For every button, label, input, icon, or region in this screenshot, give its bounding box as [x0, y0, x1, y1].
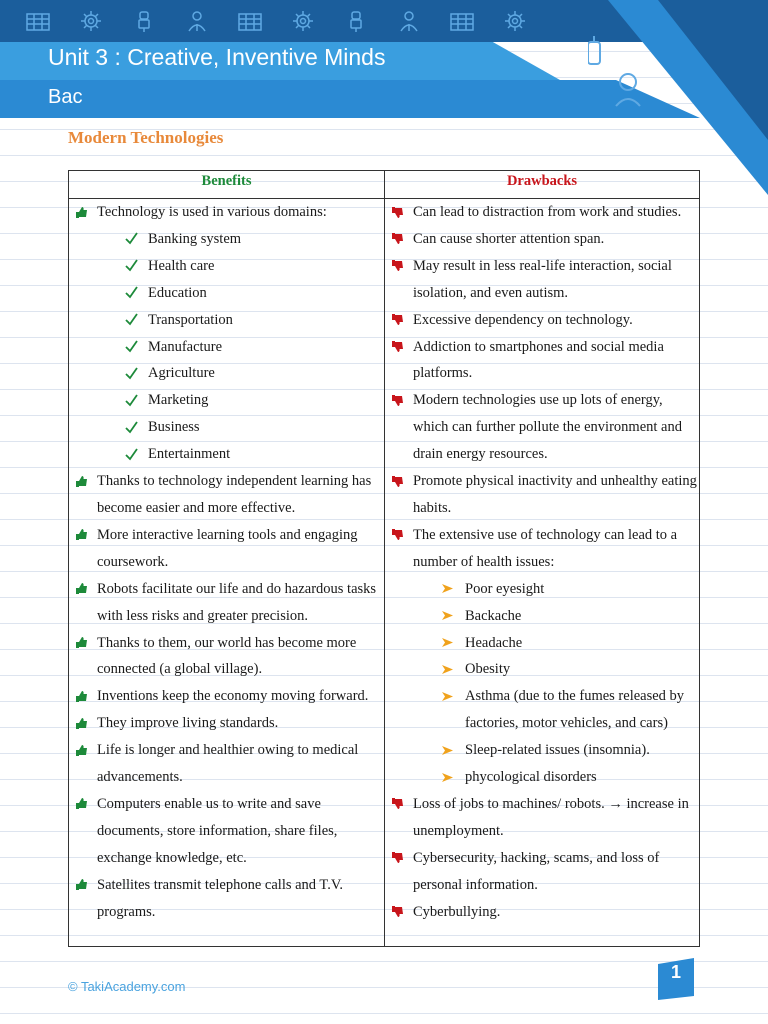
thumbs-down-icon	[391, 307, 409, 333]
benefit-item-subitem-text: Banking system	[148, 230, 242, 247]
arrow-icon	[441, 576, 459, 602]
benefit-item	[75, 872, 379, 926]
robot-icon	[341, 9, 371, 33]
thumbs-down-icon	[391, 522, 409, 548]
drawback-item-subitem-text: phycological disorders	[465, 769, 597, 786]
drawback-item-subitem	[391, 630, 697, 657]
drawback-item-subitem	[391, 737, 697, 764]
benefit-item-subitem	[75, 226, 379, 253]
drawback-item-text: Can lead to distraction from work and studies.	[413, 204, 682, 220]
benefit-item-text: Life is longer and healthier owing to medical advancements.	[97, 742, 359, 786]
thumbs-down-icon	[391, 334, 409, 360]
drawbacks-header: Drawbacks	[385, 171, 699, 199]
drawback-item	[391, 899, 697, 926]
drawback-item-subitem-text: Asthma (due to the fumes released by factories, motor vehicles, and cars)	[465, 688, 685, 732]
drawbacks-column	[391, 199, 697, 925]
benefit-item	[75, 576, 379, 630]
thumbs-up-icon	[75, 737, 93, 763]
benefit-item	[75, 522, 379, 576]
section-title: Modern Technologies	[68, 128, 224, 147]
building-icon	[235, 9, 265, 33]
benefit-item	[75, 683, 379, 710]
benefit-item-subitem-text: Health care	[148, 257, 215, 274]
drawback-item-text: May result in less real-life interaction, social isolation, and even autism.	[413, 257, 672, 301]
arrow-icon	[441, 737, 459, 763]
benefit-item	[75, 630, 379, 684]
drawback-item-text: Promote physical inactivity and unhealthy eating habits.	[413, 473, 697, 516]
thumbs-up-icon	[75, 468, 93, 494]
drawback-item-subitem-text: Sleep-related issues (insomnia).	[465, 742, 650, 759]
benefit-item-subitem	[75, 441, 379, 468]
drawback-item	[391, 253, 697, 307]
thumbs-down-icon	[391, 791, 409, 817]
benefit-item	[75, 468, 379, 522]
drawback-item-subitem-text: Obesity	[465, 661, 511, 678]
benefit-item-subitem-text: Education	[148, 284, 207, 301]
benefit-item-text: Inventions keep the economy moving forward.	[97, 688, 369, 705]
benefit-item-subitem-text: Marketing	[148, 392, 209, 409]
benefit-item-subitem	[75, 387, 379, 414]
benefit-item	[75, 737, 379, 791]
benefit-item-subitem-text: Entertainment	[148, 446, 231, 463]
benefit-item-subitem-text: Transportation	[148, 311, 233, 328]
arrow-icon	[441, 656, 459, 682]
thumbs-down-icon	[391, 845, 409, 871]
check-icon	[125, 414, 143, 440]
check-icon	[125, 253, 143, 279]
benefit-item-subitem-text: Agriculture	[148, 365, 215, 382]
arrow-icon	[441, 683, 459, 709]
benefit-item-text: Computers enable us to write and save documents, store information, share files, exchange knowledge, etc.	[97, 795, 338, 866]
drawback-item-subitem	[391, 576, 697, 603]
thumbs-up-icon	[75, 576, 93, 602]
drawback-item-subitem	[391, 764, 697, 791]
drawback-item-text: Cyberbullying.	[413, 903, 501, 920]
gear-icon	[500, 9, 530, 33]
benefit-item-subitem	[75, 253, 379, 280]
arrow-icon	[441, 603, 459, 629]
check-icon	[125, 360, 143, 386]
drawback-item-subitem-text: Backache	[465, 607, 522, 624]
check-icon	[125, 280, 143, 306]
thumbs-down-icon	[391, 387, 409, 413]
drawback-item-text: Can cause shorter attention span.	[413, 230, 605, 247]
benefit-item-text: Technology is used in various domains:	[97, 204, 327, 220]
thumbs-down-icon	[391, 899, 409, 925]
benefit-item	[75, 199, 379, 226]
drawback-item	[391, 199, 697, 226]
benefit-item-text: They improve living standards.	[97, 715, 279, 732]
benefit-item-text: Thanks to them, our world has become more connected (a global village).	[97, 634, 357, 678]
column-divider	[384, 171, 385, 946]
thumbs-up-icon	[75, 872, 93, 898]
drawback-item-subitem	[391, 603, 697, 630]
level-label: Bac	[48, 86, 83, 108]
benefit-item-text: More interactive learning tools and engaging coursework.	[97, 526, 358, 570]
building-icon	[447, 9, 477, 33]
thumbs-down-icon	[391, 468, 409, 494]
benefit-item-text: Thanks to technology independent learning has become easier and more effective.	[97, 473, 372, 516]
drawback-item-text: Addiction to smartphones and social media platforms.	[413, 338, 664, 382]
check-icon	[125, 334, 143, 360]
thumbs-down-icon	[391, 199, 409, 225]
benefit-item-subitem-text: Manufacture	[148, 338, 223, 355]
drawback-item	[391, 334, 697, 388]
thumbs-up-icon	[75, 630, 93, 656]
scientist-icon	[182, 9, 212, 33]
drawback-item-subitem-text: Poor eyesight	[465, 580, 545, 597]
benefit-item-text: Satellites transmit telephone calls and T.V. programs.	[97, 876, 344, 920]
building-icon	[23, 9, 53, 33]
drawback-item-text: Cybersecurity, hacking, scams, and loss of personal information.	[413, 849, 660, 893]
drawback-item	[391, 387, 697, 468]
thumbs-up-icon	[75, 522, 93, 548]
thumbs-up-icon	[75, 199, 93, 225]
check-icon	[125, 441, 143, 467]
arrow-icon	[441, 764, 459, 790]
page-number: 1	[670, 962, 681, 982]
drawback-item	[391, 468, 697, 522]
check-icon	[125, 226, 143, 252]
drawback-item	[391, 307, 697, 334]
drawback-item	[391, 226, 697, 253]
thumbs-down-icon	[391, 226, 409, 252]
benefit-item-subitem	[75, 307, 379, 334]
drawback-item-subitem	[391, 656, 697, 683]
drawback-item	[391, 845, 697, 899]
benefit-item-text: Robots facilitate our life and do hazardous tasks with less risks and greater precision.	[97, 580, 377, 624]
benefits-drawbacks-table	[68, 170, 700, 947]
arrow-icon	[441, 630, 459, 656]
scientist-icon	[394, 9, 424, 33]
corner-decoration	[588, 0, 768, 195]
gear-icon	[288, 9, 318, 33]
benefit-item	[75, 791, 379, 872]
thumbs-down-icon	[391, 253, 409, 279]
benefit-item-subitem	[75, 414, 379, 441]
benefit-item-subitem	[75, 360, 379, 387]
footer-copyright: © TakiAcademy.com	[68, 979, 186, 994]
thumbs-up-icon	[75, 710, 93, 736]
gear-icon	[76, 9, 106, 33]
thumbs-up-icon	[75, 791, 93, 817]
thumbs-up-icon	[75, 683, 93, 709]
drawback-item	[391, 522, 697, 576]
check-icon	[125, 307, 143, 333]
drawback-item-text: Loss of jobs to machines/ robots. → increase in unemployment.	[413, 795, 689, 839]
drawback-item	[391, 791, 697, 845]
robot-icon	[129, 9, 159, 33]
benefits-header: Benefits	[69, 171, 384, 199]
drawback-item-subitem-text: Headache	[465, 634, 523, 651]
benefit-item-subitem	[75, 280, 379, 307]
benefits-column	[75, 199, 379, 925]
drawback-item-text: Excessive dependency on technology.	[413, 311, 633, 328]
drawback-item-text: The extensive use of technology can lead to a number of health issues:	[413, 526, 678, 570]
drawback-item-subitem	[391, 683, 697, 737]
drawback-item-text: Modern technologies use up lots of energy, which can further pollute the environment and drain energy resources.	[413, 392, 682, 463]
unit-title: Unit 3 : Creative, Inventive Minds	[48, 44, 386, 70]
header-icon-strip	[0, 0, 600, 42]
check-icon	[125, 387, 143, 413]
benefit-item-subitem-text: Business	[148, 419, 200, 436]
benefit-item-subitem	[75, 334, 379, 361]
benefit-item	[75, 710, 379, 737]
